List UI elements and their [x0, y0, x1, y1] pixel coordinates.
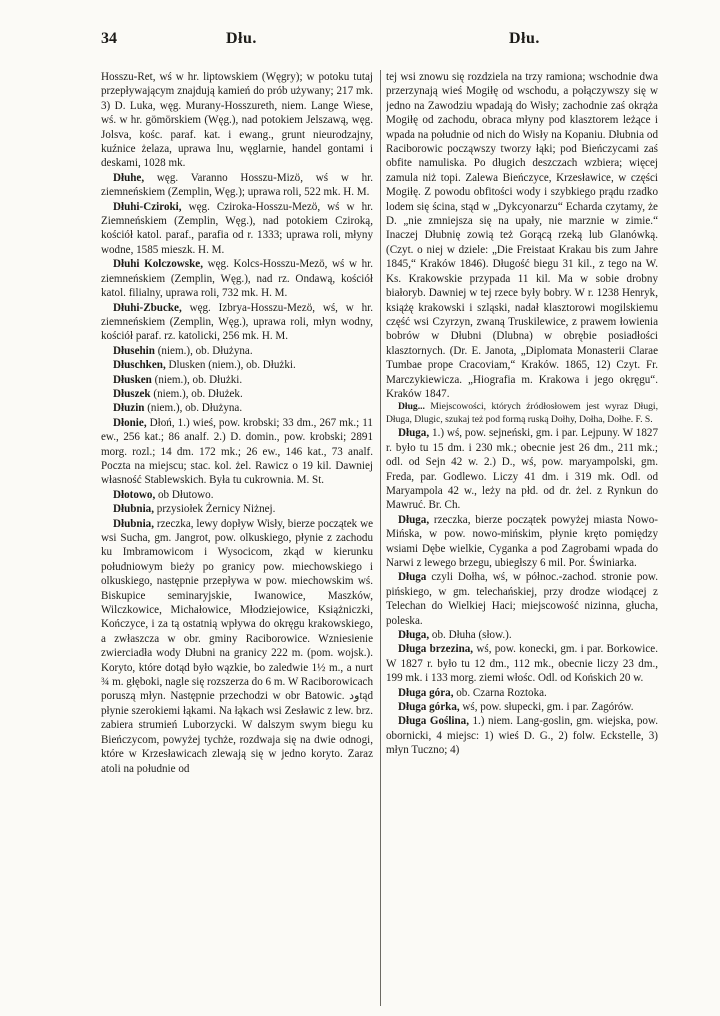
entry-headword: Długa Goślina, — [398, 715, 469, 728]
entry-body: (niem.), ob. Dłużek. — [153, 387, 243, 400]
entry-headword: Dłuhi Kolczowske, — [113, 258, 203, 271]
column-divider — [380, 70, 381, 1006]
dictionary-entry — [386, 401, 658, 426]
dictionary-entry — [386, 513, 658, 571]
entry-headword: Dłubnia, — [113, 517, 155, 530]
entry-headword: Długa, — [398, 427, 430, 440]
entry-body: węg. Cziroka-Hosszu-Mezö, wś w hr. Ziemneńskiem (Zemplin, Węg.), nad potokiem Cziroką, kościół katol. paraf., parafia od r. 1333; uprawa roli, młyny wodne, 1585 mieszk. H. M. — [101, 200, 373, 256]
entry-headword: Dłuhi-Cziroki, — [113, 200, 182, 213]
dictionary-entry — [386, 700, 658, 714]
entry-headword: Długa — [398, 571, 427, 584]
entry-body: (niem.), ob. Dłużyna. — [157, 344, 253, 357]
entry-body: wś, pow. konecki, gm. i par. Borkowice. W 1827 r. było tu 12 dm., 112 mk., obecnie liczy 23 dm., 199 mk. i 133 morg. ziemi włośc. Odl. od Końskich 20 w. — [386, 643, 658, 685]
dictionary-entry — [101, 257, 373, 300]
dictionary-entry — [101, 517, 373, 776]
dictionary-entry — [386, 714, 658, 757]
left-column — [101, 70, 373, 1006]
entry-headword: Dług... — [398, 401, 425, 413]
entry-body: Dlusken (niem.), ob. Dłużki. — [168, 359, 296, 372]
entry-body: Miejscowości, których źródłosłowem jest wyraz Długi, Długa, Dlugic, szukaj też pod formą ruską Dołhy, Dołha, Dołhe. F. S. — [386, 401, 658, 425]
entry-body: przysiołek Żernicy Niżnej. — [156, 503, 276, 516]
entry-headword: Długa górka, — [398, 701, 460, 714]
entry-headword: Dłuszek — [113, 387, 151, 400]
dictionary-entry — [101, 401, 373, 415]
dictionary-entry — [101, 358, 373, 372]
entry-body: 1.) niem. Lang-goslin, gm. wiejska, pow. obornicki, 4 miejsc: 1) wieś D. G., 2) folw. Eckstelle, 3) młyn Tuczno; 4) — [386, 715, 658, 757]
entry-body: ob. Dłuha (słow.). — [431, 629, 512, 642]
entry-body: węg. Izbrya-Hosszu-Mezö, wś, w hr. ziemneńskiem (Zemplin, Węg.), uprawa roli, młyn wodny, kościół paraf. rz. katolicki, 256 mk. H. M. — [101, 301, 373, 343]
entry-body: czyli Dołha, wś, w północ.-zachod. stronie pow. pińskiego, w gm. telechańskiej, przy drodze wiodącej z Telechan do Wielkiej Haci; miejscowość nizinna, głucha, poleska. — [386, 571, 658, 627]
right-column — [386, 70, 658, 1006]
dictionary-entry — [101, 171, 373, 200]
entry-headword: Długa góra, — [398, 686, 454, 699]
running-head-right: Dłu. — [509, 30, 540, 47]
entry-headword: Dłuhe, — [113, 171, 145, 184]
entry-headword: Dłuhi-Zbucke, — [113, 301, 182, 314]
dictionary-entry — [101, 344, 373, 358]
entry-headword: Dłuzin — [113, 402, 145, 415]
dictionary-entry — [101, 488, 373, 502]
dictionary-entry — [101, 301, 373, 344]
entry-headword: Długa, — [398, 513, 430, 526]
entry-headword: Dłonie, — [113, 416, 147, 429]
entry-body: Hosszu-Ret, wś w hr. liptowskiem (Węgry); w potoku tutaj przepływającym znajdują kamień do prób używany; 217 mk. 3) D. Luka, węg. Murany-Hosszureth, niem. Lange Wiese, wś. w hr. gömörskiem (Węg.), nad potokiem Jelszawą, węg. Jolsva, kośc. paraf. kat. i ewang., grunt nieurodzajny, kuźnice żelaza, uprawa lnu, węglarnie, handel gontami i deskami, 1028 mk. — [101, 71, 373, 170]
entry-body: wś, pow. słupecki, gm. i par. Zagórów. — [462, 701, 634, 714]
dictionary-entry — [101, 200, 373, 258]
entry-body: rzeczka, lewy dopływ Wisły, bierze początek we wsi Sucha, gm. Jangrot, pow. olkuskiego, płynie z zachodu ku Imbramowicom i Wysocicom, zkąd w kierunku południowym bieży po granicy pow. miechowskiego i olkuskiego, następnie przepływa w pow. miechowskim wś. Biskupice seminaryjskie, Iwanowice, Maszków, Wilczkowice, Michałowice, Młodziejowice, Książniczki, Kończyce, i za tą ostatnią wpływa do okręgu krakowskiego, a zwłaszcza w obr. gminy Raciborowice. Wzniesienie zwierciadła wody Dłubni na granicy 222 m. (pom. wojsk.). Koryto, które dotąd było wązkie, bo zaledwie 1½ m., a nurt ¾ m. głęboki, nagle się rozszerza do 6 m. W Raciborowicach poruszą młyn. Następnie przechodzi w obr Batowic. ودtąd płynie szerokiemi łąkami. Na łąkach wsi Zesławic z lew. brz. zabiera strumień Luborzycki. W dalszym swym biegu ku Bieńczycom, powyżej tychże, rozdwaja się na dwie odnogi, które w Krzesławicach zlewają się w jedno koryto. Zaraz atoli na południe od — [101, 517, 373, 775]
entry-body: ob. Czarna Roztoka. — [456, 686, 547, 699]
dictionary-entry — [101, 387, 373, 401]
dictionary-entry — [101, 502, 373, 516]
entry-body: (niem.), ob. Dłużki. — [154, 373, 243, 386]
dictionary-entry — [101, 70, 373, 171]
entry-headword: Dłotowo, — [113, 488, 156, 501]
entry-headword: Dłusken — [113, 373, 152, 386]
entry-body: węg. Kolcs-Hosszu-Mezö, wś w hr. ziemneńskiem (Zemplin, Węg.), nad rz. Ondawą, kościół katol. filialny, uprawa roli, 732 mk. H. M. — [101, 258, 373, 300]
dictionary-entry — [386, 686, 658, 700]
page-header — [0, 30, 720, 52]
entry-body: ob Dłutowo. — [158, 488, 214, 501]
running-head-left: Dłu. — [226, 30, 257, 47]
entry-body: Dłoń, 1.) wieś, pow. krobski; 33 dm., 267 mk.; 11 ew., 256 kat.; 86 analf. 2.) D. domin., pow. krobski; 2891 morg. rozl.; 14 dm. 172 mk.; 26 ew., 146 kat., 73 analf. Poczta na miejscu; stac. kol. żel. Rawicz o 19 kil. Dawniej własność Stablewskich. Była tu cukrownia. M. St. — [101, 416, 373, 487]
dictionary-entry — [386, 642, 658, 685]
entry-body: (niem.), ob. Dłużyna. — [147, 402, 243, 415]
dictionary-entry — [101, 373, 373, 387]
dictionary-entry — [386, 628, 658, 642]
entry-body: tej wsi znowu się rozdziela na trzy ramiona; wschodnie dwa przerzynają wieś Mogiłę od wschodu, a połączywszy się w jedno na Zawodziu wpadają do Wisły; zachodnie zaś okrąża Mogiłę od zachodu, obraca młyny pod klasztorem leżące i wpada na południe od nich do Wisły na Kopaniu. Dłubnia od Raciborowic począwszy tworzy łąki; pod Bieńczycami zaś obfite namuliska. Po długich deszczach wzbiera; więcej zamula niż topi. Zalewa Bieńczyce, Krzesławice, w części Mogiłę. Z powodu obfitości wody i szybkiego prądu rzadko lodem się ścina, stąd w „Dykcyonarzu“ Echarda czytamy, że D. „nie zmniejsza się na upały, nie marznie w zimie.“ Inaczej Dłubnię zowią też Gorącą rzeką lub Glanówką. (Czyt. o niej w dziele: „Die Freistaat Krakau bis zum Jahre 1845,“ Kraków 1846). Długość biegu 31 kil., z tego na W. Ks. Krakowskie przypada 11 kil. Ma w sobie drobny białoryb. Dawniej w tej rzece były bobry. W r. 1238 Henryk, książę krakowski i szląski, nadał klasztorowi mogilskiemu część wsi Czyrzyn, zwaną Truskilewice, z prawem łowienia bobrów w Dłubni (Dlubna) w obrębie posiadłości klasztornych. (Dr. E. Janota, „Diplomata Monasterii Clarae Tumbae prope Cracoviam,“ Kraków. 1865, 12) Czyt. Fr. Marczykiewicza. „Hiografia m. Krakowa i jego okręgu“. Kraków 1847. — [386, 71, 658, 400]
dictionary-entry — [386, 570, 658, 628]
entry-headword: Długa brzezina, — [398, 643, 474, 656]
entry-body: węg. Varanno Hosszu-Mizö, wś w hr. ziemneńskiem (Zemplin, Węg.); uprawa roli, 522 mk. H. M. — [101, 171, 373, 199]
dictionary-entry — [386, 70, 658, 401]
entry-headword: Dłusehin — [113, 344, 155, 357]
entry-headword: Długa, — [398, 629, 430, 642]
entry-headword: Dłubnia, — [113, 503, 155, 516]
page-number: 34 — [101, 30, 117, 47]
entry-headword: Dłuschken, — [113, 359, 166, 372]
dictionary-entry — [101, 416, 373, 488]
entry-body: 1.) wś, pow. sejneński, gm. i par. Lejpuny. W 1827 r. było tu 15 dm. i 230 mk.; obecnie jest 26 dm., 211 mk.; odl. od Sejn 42 w. 2.) D., wś, pow. maryampolski, gm. Freda, par. Godlewo. Liczy 41 dm. i 319 mk. Odl. od Maryampola 42 w., leży na płd. od dr. żel. z Rynkun do Mawruć. Br. Ch. — [386, 427, 658, 512]
dictionary-entry — [386, 426, 658, 512]
entry-body: rzeczka, bierze początek powyżej miasta Nowo-Mińska, w pow. nowo-mińskim, płynie kręto pomiędzy wsiami Dębe wielkie, Cyganka a pod Zagrobami wpada do Narwi z lewego brzegu, ubiegłszy 6 mil. Por. Świniarka. — [386, 513, 658, 569]
